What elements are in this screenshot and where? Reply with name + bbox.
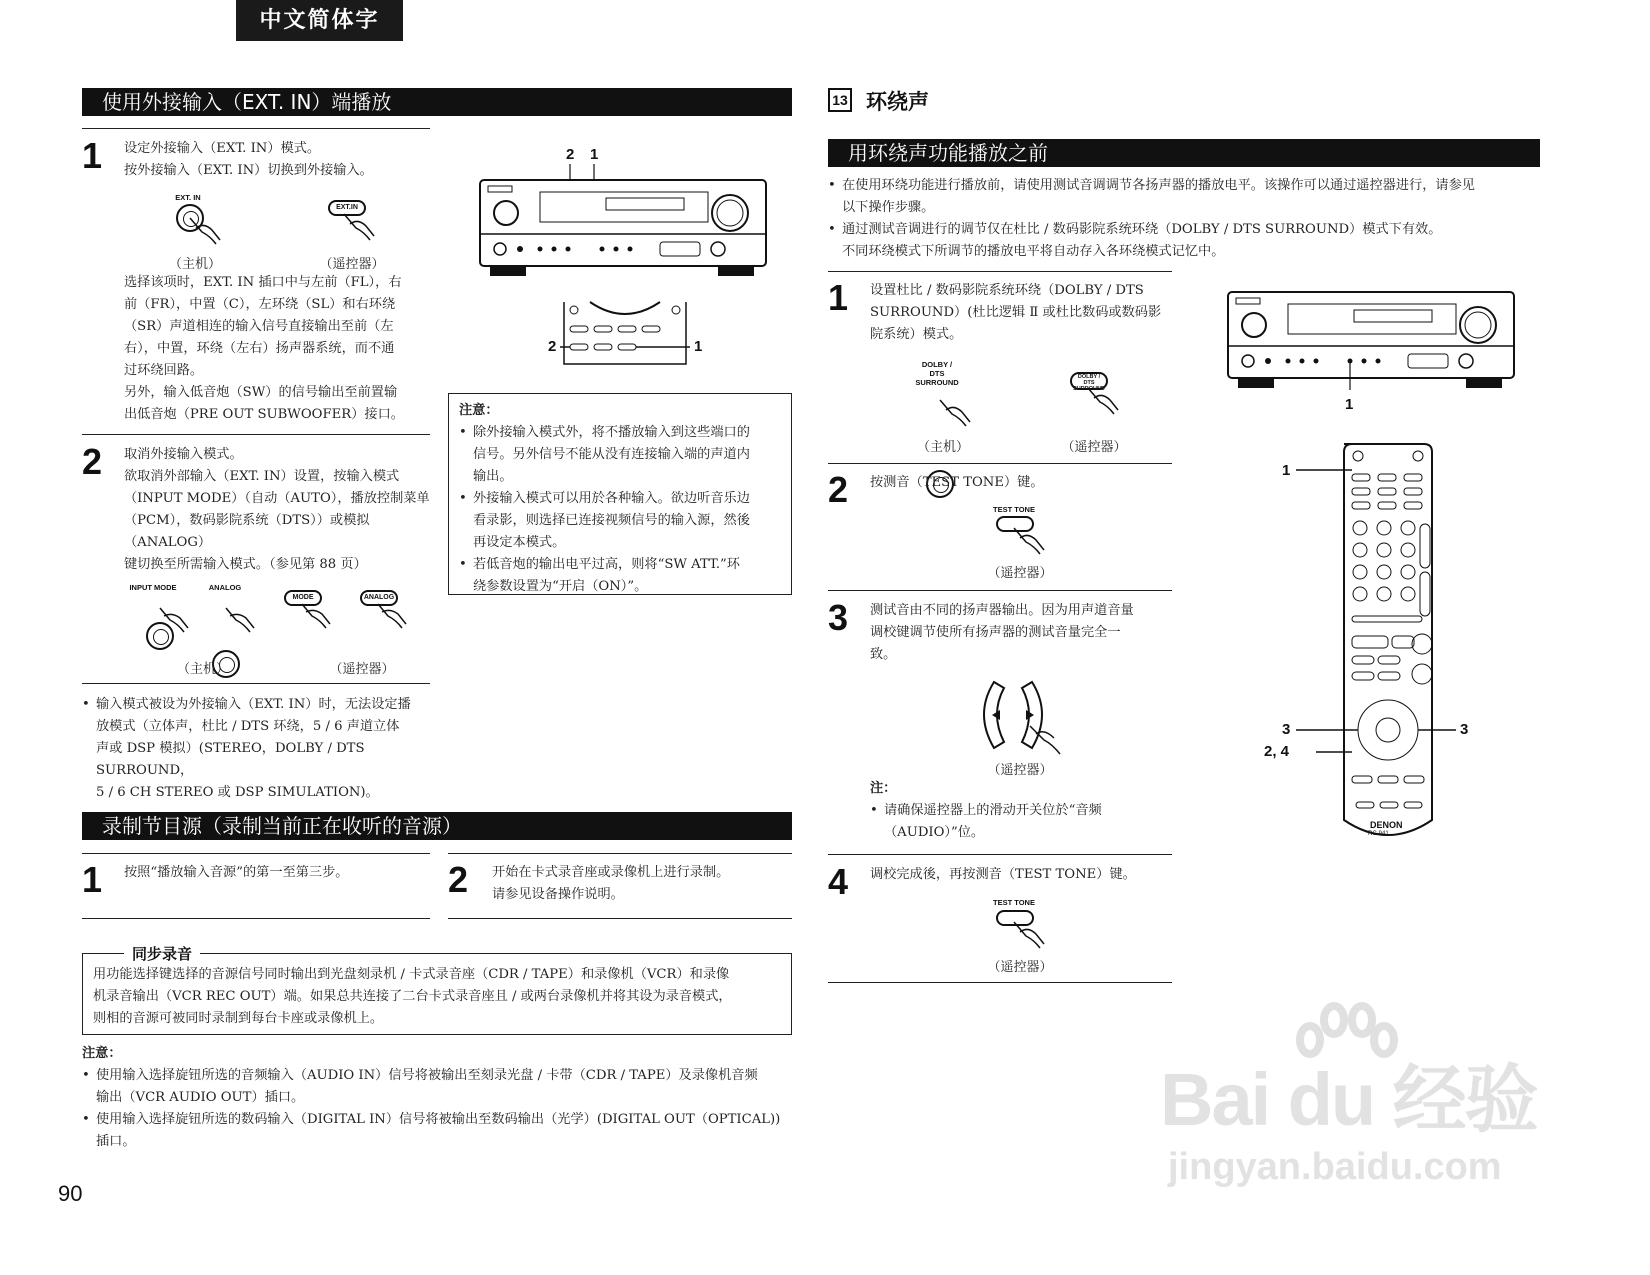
divider — [448, 853, 792, 854]
section-title-ext-in: 使用外接输入（EXT. IN）端播放 — [82, 88, 792, 116]
step-number: 1 — [82, 135, 103, 176]
figure-label: 1 — [694, 338, 703, 355]
divider — [82, 918, 430, 919]
bullet-item: • 使用输入选择旋钮所选的数码输入（DIGITAL IN）信号将被输出至数码输出（光学）(DIGITAL OUT（OPTICAL)) 插口。 — [82, 1109, 802, 1153]
caption-remote: （遥控器） — [987, 960, 1053, 975]
divider — [448, 918, 792, 919]
text-line: 测试音由不同的扬声器输出。因为用声道音量 — [870, 603, 1134, 618]
receiver-illustration — [478, 160, 770, 282]
language-tab: 中文简体字 — [236, 0, 403, 41]
bullet-item: • 外接输入模式可以用於各种输入。欲边听音乐边 看录影，则选择已连接视频信号的输入源，然後 再设定本模式。 — [459, 488, 781, 554]
caption-remote: （遥控器） — [987, 566, 1053, 581]
watermark-url: jingyan.baidu.com — [1168, 1146, 1502, 1188]
ext-in-bullet — [82, 694, 432, 804]
text-line: （INPUT MODE）（自动（AUTO），播放控制菜单 — [124, 491, 430, 506]
note-box: 注意： • 除外接输入模式外，将不播放输入到这些端口的 信号。另外信号不能从没有连接输入端的声道内 输出。 • 外接输入模式可以用於各种输入。欲边听音乐边 看录影，则选择已连接视频信号的输入源，然後 再设定本模式。 • 若低音炮的输出电平过高，则将“SW ATT.”环 绕参数设置为“开启（ON）”。 — [448, 393, 792, 595]
caption-main: （主机） — [168, 257, 221, 272]
record-step1-text: 按照“播放输入音源”的第一至第三步。 — [124, 865, 349, 880]
step-number: 1 — [828, 277, 849, 318]
caption-remote: （遥控器） — [1061, 440, 1127, 455]
figure-label: 2 — [548, 338, 557, 355]
analog-remote-button: ANALOG — [360, 590, 398, 606]
hand-icon — [374, 600, 410, 634]
chapter-title: 环绕声 — [866, 90, 929, 114]
figure-label: 3 — [1460, 721, 1469, 738]
hand-icon — [936, 396, 976, 434]
figure-label: 2, 4 — [1264, 743, 1290, 760]
text-line: 调校键调节使所有扬声器的测试音量完全一 — [870, 625, 1121, 640]
step-number: 2 — [448, 859, 469, 900]
caption-main: （主机） — [916, 440, 969, 455]
surround-step1-text — [870, 280, 1174, 346]
ext-in-remote-button: EXT.IN — [328, 200, 366, 216]
surround-intro — [828, 175, 1548, 263]
remote-partial-illustration — [560, 300, 690, 366]
hand-icon — [186, 214, 226, 252]
bullet-item: • 请确保遥控器上的滑动开关位於“音频 （AUDIO）”位。 — [870, 800, 1174, 844]
text-line: 院系统）模式。 — [870, 327, 963, 342]
surround-step2-text: 按测音（TEST TONE）键。 — [870, 475, 1044, 490]
record-step2-text: 开始在卡式录音座或录像机上进行录制。 请参见设备操作说明。 — [492, 865, 730, 902]
text-line: （PCM），数码影院系统（DTS））或模拟（ANALOG） — [124, 513, 370, 550]
surround-step4-text: 调校完成後，再按测音（TEST TONE）键。 — [870, 867, 1136, 882]
page-number: 90 — [58, 1181, 83, 1206]
text-line: SURROUND）(杜比逻辑 Ⅱ 或杜比数码或数码影 — [870, 305, 1162, 320]
hand-icon — [1010, 918, 1050, 956]
text-line: 选择该项时，EXT. IN 插口中与左前（FL），右 — [124, 275, 402, 290]
divider — [828, 854, 1172, 855]
figure-label: 1 — [1345, 396, 1354, 413]
divider — [82, 853, 430, 854]
hand-icon — [340, 210, 380, 248]
text-line: 出低音炮（PRE OUT SUBWOOFER）接口。 — [124, 407, 404, 422]
mode-remote-button: MODE — [284, 590, 322, 606]
hand-icon — [156, 604, 192, 638]
remote-brand: DENON — [1370, 820, 1403, 830]
caption-remote: （遥控器） — [329, 662, 395, 677]
dolby-dts-label: DOLBY / DTS SURROUND — [915, 360, 959, 387]
step-number: 3 — [828, 597, 849, 638]
dolby-dts-remote-button: DOLBY / DTS SURROUND — [1070, 372, 1108, 390]
caption-remote: （遥控器） — [319, 257, 385, 272]
watermark-logo: Bai du 经验 — [1160, 1058, 1537, 1141]
step-number: 2 — [828, 469, 849, 510]
surround-step3-note: 注： • 请确保遥控器上的滑动开关位於“音频 （AUDIO）”位。 — [870, 778, 1174, 844]
hand-icon — [1010, 524, 1050, 562]
divider — [828, 463, 1172, 464]
input-mode-label: INPUT MODE — [129, 583, 177, 592]
ext-in-label: EXT. IN — [175, 193, 201, 202]
text-line: 机录音输出（VCR REC OUT）端。如果总共连接了二台卡式录音座且 / 或两台录像机并将其设为录音模式， — [93, 989, 732, 1004]
test-tone-label: TEST TONE — [993, 898, 1035, 907]
step1-text: 设定外接输入（EXT. IN）模式。 按外接输入（EXT. IN）切换到外接输入。 — [124, 141, 373, 178]
caption-remote: （遥控器） — [987, 763, 1053, 778]
text-line: 取消外接输入模式。 — [124, 447, 243, 462]
sync-record-title: 同步录音 — [124, 943, 200, 964]
text-line: 则相的音源可被同时录制到每台卡座或录像机上。 — [93, 1011, 384, 1026]
remote-model: RC-941 — [1368, 831, 1389, 837]
figure-label: 1 — [1282, 462, 1291, 479]
divider — [82, 683, 430, 684]
text-line: 前（FR），中置（C），左环绕（SL）和右环绕 — [124, 297, 396, 312]
text-line: 过环绕回路。 — [124, 363, 204, 378]
remote-control-illustration — [1296, 440, 1456, 848]
divider — [828, 590, 1172, 591]
text-line: （SR）声道相连的输入信号直接输出至前（左 — [124, 319, 394, 334]
text-line: 用功能选择键选择的音源信号同时输出到光盘刻录机 / 卡式录音座（CDR / TAPE）和录像机（VCR）和录像 — [93, 967, 730, 982]
test-tone-label: TEST TONE — [993, 505, 1035, 514]
divider — [82, 434, 430, 435]
bullet-item: • 输入模式被设为外接输入（EXT. IN）时，无法设定播 放模式（立体声，杜比 / DTS 环绕，5 / 6 声道立体 声或 DSP 模拟）(STEREO，DOLBY / DTS SURROUND， 5 / 6 CH STEREO 或 DSP SIMULATION)。 — [82, 694, 432, 804]
section-title-surround: 用环绕声功能播放之前 — [828, 139, 1540, 167]
step1-body — [124, 272, 434, 426]
bullet-item: • 除外接输入模式外，将不播放输入到这些端口的 信号。另外信号不能从没有连接输入端的声道内 输出。 — [459, 422, 781, 488]
figure-label: 2 — [566, 146, 575, 163]
step-number: 2 — [82, 441, 103, 482]
paw-icon — [1290, 1000, 1400, 1090]
section-title-record: 录制节目源（录制当前正在收听的音源） — [82, 812, 792, 840]
receiver-illustration — [1226, 290, 1518, 392]
surround-step3-text — [870, 600, 1174, 666]
text-line: 右），中置，环绕（左右）扬声器系统，而不通 — [124, 341, 395, 356]
channel-volume-buttons — [970, 678, 1080, 758]
step2-text — [124, 444, 434, 576]
hand-icon — [222, 604, 258, 638]
text-line: 致。 — [870, 647, 897, 662]
text-line: 键切换至所需输入模式。（参见第 88 页） — [124, 557, 367, 572]
divider — [828, 982, 1172, 983]
text-line: 欲取消外部输入（EXT. IN）设置，按输入模式 — [124, 469, 400, 484]
bullet-item: • 通过测试音调进行的调节仅在杜比 / 数码影院系统环绕（DOLBY / DTS SURROUND）模式下有效。 不同环绕模式下所调节的播放电平将自动存入各环绕模式记忆中。 — [828, 219, 1548, 263]
bullet-item: • 使用输入选择旋钮所选的音频输入（AUDIO IN）信号将被输出至刻录光盘 / 卡带（CDR / TAPE）及录像机音频 输出（VCR AUDIO OUT）插口。 — [82, 1065, 802, 1109]
step-number: 4 — [828, 861, 849, 902]
bullet-item: • 若低音炮的输出电平过高，则将“SW ATT.”环 绕参数设置为“开启（ON）”。 — [459, 554, 781, 598]
chapter-number: 13 — [828, 88, 852, 112]
step-number: 1 — [82, 859, 103, 900]
figure-label: 1 — [590, 146, 599, 163]
hand-icon — [298, 600, 334, 634]
figure-label: 3 — [1282, 721, 1291, 738]
hand-icon — [1084, 384, 1124, 422]
analog-label: ANALOG — [208, 583, 242, 592]
caption-main: （主机） — [176, 662, 229, 677]
divider — [828, 271, 1172, 272]
bullet-item: • 在使用环绕功能进行播放前，请使用测试音调调节各扬声器的播放电平。该操作可以通过遥控器进行，请参见 以下操作步骤。 — [828, 175, 1548, 219]
sync-record-box — [82, 953, 792, 1035]
text-line: 另外，输入低音炮（SW）的信号输出至前置输 — [124, 385, 398, 400]
record-note: 注意： • 使用输入选择旋钮所选的音频输入（AUDIO IN）信号将被输出至刻录光盘 / 卡带（CDR / TAPE）及录像机音频 输出（VCR AUDIO OUT）插口。 • 使用输入选择旋钮所选的数码输入（DIGITAL IN）信号将被输出至数码输出（光学）(DIGITAL OUT（OPTICAL)) 插口。 — [82, 1043, 802, 1153]
text-line: 设置杜比 / 数码影院系统环绕（DOLBY / DTS — [870, 283, 1144, 298]
divider — [82, 128, 430, 129]
